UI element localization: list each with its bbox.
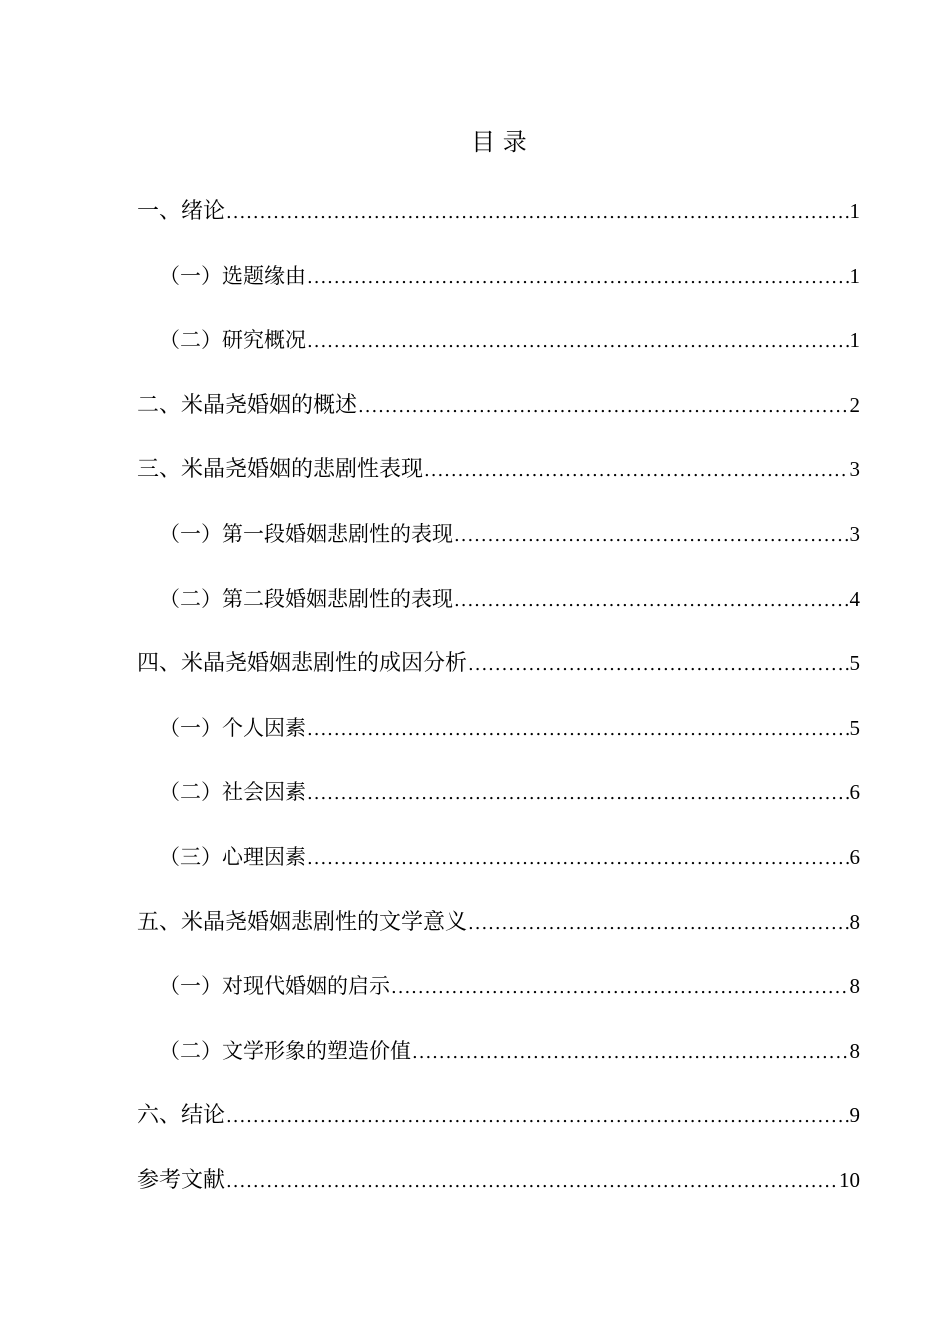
- toc-entry-text: （一）第一段婚姻悲剧性的表现: [159, 521, 453, 546]
- toc-leader-dots: [307, 261, 849, 295]
- toc-entry-text: （三）心理因素: [159, 844, 306, 869]
- toc-entry-text: 二、米晶尧婚姻的概述: [137, 392, 358, 418]
- toc-entry[interactable]: [137, 646, 860, 711]
- toc-entry-text: 六、结论: [137, 1103, 226, 1129]
- toc-leader-dots: [226, 1165, 838, 1199]
- toc-leader-dots: [424, 454, 848, 488]
- toc-leader-dots: [454, 519, 849, 553]
- toc-entry[interactable]: [137, 1034, 860, 1099]
- toc-page-number: 1: [849, 328, 860, 353]
- toc-leader-dots: [468, 648, 848, 682]
- toc-entry[interactable]: [137, 259, 860, 324]
- toc-entry-text: （二）第二段婚姻悲剧性的表现: [159, 586, 453, 611]
- toc-leader-dots: [226, 196, 848, 230]
- toc-entry-text: 四、米晶尧婚姻悲剧性的成因分析: [137, 651, 468, 677]
- toc-leader-dots: [307, 713, 849, 747]
- toc-page-number: 8: [849, 909, 860, 934]
- toc-page-number: 3: [849, 457, 860, 482]
- toc-entry[interactable]: [137, 452, 860, 517]
- toc-page-number: 3: [849, 521, 860, 546]
- toc-entry[interactable]: [137, 517, 860, 582]
- toc-leader-dots: [307, 325, 849, 359]
- toc-entry-text: （一）选题缘由: [159, 263, 306, 288]
- toc-page-number: 8: [849, 1038, 860, 1063]
- toc-entry-text: 五、米晶尧婚姻悲剧性的文学意义: [137, 909, 468, 935]
- toc-leader-dots: [358, 390, 848, 424]
- toc-entry-text: 参考文献: [137, 1167, 226, 1193]
- toc-page-number: 2: [849, 392, 860, 417]
- toc-leader-dots: [307, 842, 849, 876]
- toc-title: 目 录: [471, 128, 527, 156]
- toc-page-number: 1: [849, 199, 860, 223]
- toc-entry[interactable]: [137, 388, 860, 453]
- toc-entry-text: （二）研究概况: [159, 328, 306, 353]
- toc-page-number: 5: [849, 715, 860, 740]
- toc-entry[interactable]: [137, 582, 860, 647]
- toc-leader-dots: [307, 777, 849, 811]
- toc-entry-text: （二）社会因素: [159, 780, 306, 805]
- toc-entry-text: （一）对现代婚姻的启示: [159, 974, 390, 999]
- toc-entry[interactable]: [137, 969, 860, 1034]
- toc-entry[interactable]: [137, 905, 860, 970]
- toc-page-number: 9: [849, 1103, 860, 1128]
- toc-page-number: 10: [839, 1167, 860, 1192]
- toc-leader-dots: [454, 584, 849, 618]
- toc-page-number: 8: [849, 974, 860, 999]
- toc-entry-text: （一）个人因素: [159, 715, 306, 740]
- toc-leader-dots: [226, 1100, 848, 1134]
- toc-entry[interactable]: [137, 775, 860, 840]
- toc-page-number: 6: [849, 844, 860, 869]
- toc-entry[interactable]: [137, 711, 860, 776]
- toc-entry[interactable]: [137, 840, 860, 905]
- toc-leader-dots: [391, 971, 849, 1005]
- toc-page-number: 6: [849, 780, 860, 805]
- toc-entry[interactable]: [137, 323, 860, 388]
- toc-leader-dots: [468, 907, 848, 941]
- toc-entry-text: 三、米晶尧婚姻的悲剧性表现: [137, 457, 424, 483]
- toc-leader-dots: [412, 1036, 849, 1070]
- toc-entry-text: （二）文学形象的塑造价值: [159, 1038, 411, 1063]
- toc-page-number: 1: [849, 263, 860, 288]
- toc-page-number: 4: [849, 586, 860, 611]
- toc-entry[interactable]: [137, 1163, 860, 1228]
- toc-entry[interactable]: [137, 1098, 860, 1163]
- toc-entry-text: 一、绪论: [137, 199, 226, 224]
- toc-list: [137, 194, 860, 1228]
- toc-entry[interactable]: [137, 194, 860, 259]
- toc-page-number: 5: [849, 651, 860, 676]
